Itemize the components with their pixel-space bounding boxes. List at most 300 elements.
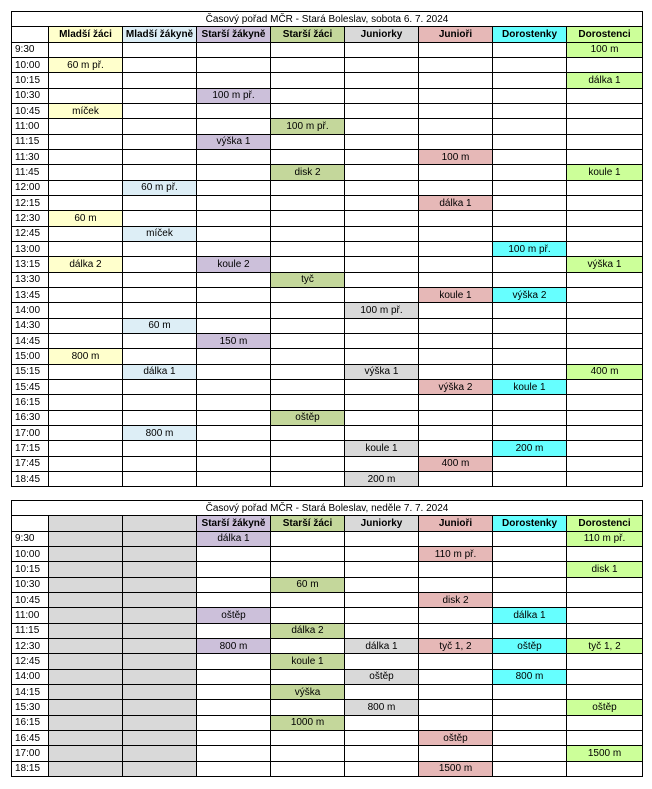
empty-cell (123, 441, 197, 456)
unused-cell (49, 746, 123, 761)
empty-cell (419, 73, 493, 88)
unused-cell (49, 654, 123, 669)
column-header: Dorostenky (493, 27, 567, 42)
empty-cell (345, 318, 419, 333)
empty-cell (197, 577, 271, 592)
empty-cell (493, 73, 567, 88)
empty-cell (493, 226, 567, 241)
time-cell: 12:30 (12, 211, 49, 226)
empty-cell (123, 134, 197, 149)
empty-cell (49, 241, 123, 256)
empty-cell (271, 456, 345, 471)
empty-cell (49, 165, 123, 180)
empty-cell (271, 761, 345, 776)
empty-cell (271, 211, 345, 226)
empty-cell (493, 456, 567, 471)
empty-cell (197, 364, 271, 379)
empty-cell (271, 349, 345, 364)
empty-cell (49, 42, 123, 57)
empty-cell (567, 180, 643, 195)
event-cell: koule 1 (271, 654, 345, 669)
event-cell: 800 m (197, 638, 271, 653)
event-cell: 60 m (49, 211, 123, 226)
table-row (12, 715, 643, 730)
empty-cell (567, 349, 643, 364)
event-cell: 200 m (345, 471, 419, 486)
time-header (12, 27, 49, 42)
empty-cell (123, 119, 197, 134)
column-header: Starší žákyně (197, 27, 271, 42)
unused-cell (49, 592, 123, 607)
empty-cell (123, 257, 197, 272)
time-cell: 13:00 (12, 241, 49, 256)
empty-cell (567, 57, 643, 72)
event-cell: tyč 1, 2 (419, 638, 493, 653)
empty-cell (419, 608, 493, 623)
empty-cell (271, 546, 345, 561)
time-cell: 12:30 (12, 638, 49, 653)
empty-cell (197, 592, 271, 607)
empty-cell (49, 425, 123, 440)
empty-cell (567, 592, 643, 607)
empty-cell (271, 88, 345, 103)
empty-cell (123, 456, 197, 471)
empty-cell (345, 57, 419, 72)
time-cell: 16:45 (12, 730, 49, 745)
unused-cell (49, 546, 123, 561)
empty-cell (493, 623, 567, 638)
table-row (12, 669, 643, 684)
empty-cell (493, 730, 567, 745)
empty-cell (197, 149, 271, 164)
empty-cell (49, 364, 123, 379)
empty-cell (49, 149, 123, 164)
empty-cell (493, 318, 567, 333)
event-cell: 100 m př. (493, 241, 567, 256)
empty-cell (419, 410, 493, 425)
event-cell: koule 2 (197, 257, 271, 272)
empty-cell (419, 425, 493, 440)
empty-cell (271, 700, 345, 715)
header-row (12, 516, 643, 531)
event-cell: dálka 1 (493, 608, 567, 623)
empty-cell (419, 531, 493, 546)
empty-cell (197, 471, 271, 486)
empty-cell (197, 456, 271, 471)
empty-cell (567, 425, 643, 440)
table-row (12, 211, 643, 226)
empty-cell (419, 715, 493, 730)
empty-cell (271, 303, 345, 318)
empty-cell (271, 149, 345, 164)
table-row (12, 425, 643, 440)
unused-cell (123, 669, 197, 684)
event-cell: oštěp (271, 410, 345, 425)
empty-cell (567, 441, 643, 456)
event-cell: dálka 2 (49, 257, 123, 272)
table-row (12, 226, 643, 241)
table-row (12, 531, 643, 546)
event-cell: dálka 2 (271, 623, 345, 638)
event-cell: 1500 m (567, 746, 643, 761)
unused-cell (49, 531, 123, 546)
empty-cell (197, 287, 271, 302)
unused-cell (123, 700, 197, 715)
event-cell: 1500 m (419, 761, 493, 776)
table-row (12, 180, 643, 195)
empty-cell (493, 195, 567, 210)
unused-cell (123, 761, 197, 776)
empty-cell (345, 73, 419, 88)
empty-cell (493, 425, 567, 440)
empty-cell (123, 349, 197, 364)
event-cell: dálka 1 (123, 364, 197, 379)
empty-cell (567, 226, 643, 241)
table-row (12, 303, 643, 318)
event-cell: 1000 m (271, 715, 345, 730)
unused-cell (123, 531, 197, 546)
empty-cell (345, 103, 419, 118)
empty-cell (197, 180, 271, 195)
time-cell: 14:00 (12, 669, 49, 684)
empty-cell (419, 88, 493, 103)
empty-cell (271, 134, 345, 149)
column-header: Starší žáci (271, 27, 345, 42)
empty-cell (123, 149, 197, 164)
column-header: Starší žáci (271, 516, 345, 531)
empty-cell (271, 441, 345, 456)
empty-cell (419, 119, 493, 134)
time-cell: 10:45 (12, 592, 49, 607)
empty-cell (345, 349, 419, 364)
empty-cell (345, 42, 419, 57)
event-cell: tyč (271, 272, 345, 287)
empty-cell (567, 684, 643, 699)
empty-cell (419, 746, 493, 761)
empty-cell (345, 577, 419, 592)
empty-cell (567, 577, 643, 592)
empty-cell (419, 395, 493, 410)
time-cell: 10:00 (12, 57, 49, 72)
empty-cell (197, 623, 271, 638)
table-row (12, 103, 643, 118)
table-row (12, 608, 643, 623)
time-cell: 14:30 (12, 318, 49, 333)
empty-cell (271, 333, 345, 348)
empty-cell (49, 410, 123, 425)
time-cell: 10:30 (12, 88, 49, 103)
empty-cell (493, 700, 567, 715)
empty-cell (197, 546, 271, 561)
event-cell: koule 1 (419, 287, 493, 302)
time-cell: 15:30 (12, 700, 49, 715)
column-header: Mladší žáci (49, 27, 123, 42)
empty-cell (345, 715, 419, 730)
empty-cell (345, 333, 419, 348)
event-cell: disk 2 (419, 592, 493, 607)
empty-cell (49, 226, 123, 241)
empty-cell (197, 700, 271, 715)
empty-cell (493, 546, 567, 561)
empty-cell (419, 303, 493, 318)
event-cell: koule 1 (567, 165, 643, 180)
time-cell: 10:30 (12, 577, 49, 592)
empty-cell (123, 103, 197, 118)
empty-cell (123, 303, 197, 318)
table-row (12, 318, 643, 333)
table-row (12, 88, 643, 103)
empty-cell (345, 654, 419, 669)
empty-cell (197, 684, 271, 699)
empty-cell (345, 379, 419, 394)
empty-cell (197, 730, 271, 745)
empty-cell (493, 577, 567, 592)
table-row (12, 654, 643, 669)
empty-cell (567, 654, 643, 669)
empty-cell (197, 57, 271, 72)
event-cell: 800 m (493, 669, 567, 684)
empty-cell (271, 241, 345, 256)
empty-cell (271, 562, 345, 577)
unused-cell (49, 623, 123, 638)
table-row (12, 730, 643, 745)
table-row (12, 471, 643, 486)
saturday-schedule-table (11, 11, 643, 487)
time-cell: 17:00 (12, 746, 49, 761)
unused-cell (123, 577, 197, 592)
empty-cell (419, 272, 493, 287)
table-row (12, 746, 643, 761)
empty-cell (123, 73, 197, 88)
empty-cell (567, 211, 643, 226)
event-cell: 100 m (567, 42, 643, 57)
empty-cell (493, 272, 567, 287)
time-cell: 13:45 (12, 287, 49, 302)
empty-cell (197, 119, 271, 134)
unused-cell (123, 623, 197, 638)
column-header: Juniorky (345, 27, 419, 42)
table-row (12, 257, 643, 272)
empty-cell (271, 57, 345, 72)
empty-cell (567, 395, 643, 410)
unused-cell (123, 730, 197, 745)
empty-cell (197, 42, 271, 57)
event-cell: 400 m (419, 456, 493, 471)
empty-cell (493, 180, 567, 195)
time-cell: 17:00 (12, 425, 49, 440)
unused-cell (49, 562, 123, 577)
empty-cell (493, 257, 567, 272)
empty-cell (567, 272, 643, 287)
event-cell: 150 m (197, 333, 271, 348)
empty-cell (493, 684, 567, 699)
time-cell: 12:00 (12, 180, 49, 195)
time-header (12, 516, 49, 531)
empty-cell (419, 562, 493, 577)
table-row (12, 562, 643, 577)
empty-cell (345, 287, 419, 302)
time-cell: 12:15 (12, 195, 49, 210)
empty-cell (345, 134, 419, 149)
event-cell: 100 m př. (197, 88, 271, 103)
empty-cell (567, 88, 643, 103)
empty-cell (345, 272, 419, 287)
event-cell: 110 m př. (419, 546, 493, 561)
empty-cell (567, 303, 643, 318)
empty-cell (271, 379, 345, 394)
empty-cell (345, 684, 419, 699)
empty-cell (493, 42, 567, 57)
empty-cell (419, 577, 493, 592)
unused-cell (123, 608, 197, 623)
empty-cell (567, 103, 643, 118)
empty-cell (271, 395, 345, 410)
empty-cell (49, 456, 123, 471)
table-row (12, 577, 643, 592)
time-cell: 10:45 (12, 103, 49, 118)
empty-cell (197, 761, 271, 776)
empty-cell (493, 103, 567, 118)
empty-cell (271, 425, 345, 440)
event-cell: 110 m př. (567, 531, 643, 546)
event-cell: dálka 1 (567, 73, 643, 88)
empty-cell (345, 425, 419, 440)
column-header: Mladší žákyně (123, 27, 197, 42)
empty-cell (419, 669, 493, 684)
empty-cell (271, 364, 345, 379)
table-row (12, 395, 643, 410)
empty-cell (345, 608, 419, 623)
unused-cell (49, 700, 123, 715)
time-cell: 18:45 (12, 471, 49, 486)
time-cell: 17:15 (12, 441, 49, 456)
empty-cell (567, 456, 643, 471)
empty-cell (493, 410, 567, 425)
empty-cell (493, 333, 567, 348)
empty-cell (345, 730, 419, 745)
empty-cell (49, 471, 123, 486)
empty-cell (345, 149, 419, 164)
empty-cell (419, 684, 493, 699)
empty-cell (567, 546, 643, 561)
time-cell: 15:00 (12, 349, 49, 364)
empty-cell (197, 165, 271, 180)
empty-cell (123, 88, 197, 103)
empty-cell (123, 272, 197, 287)
empty-cell (419, 226, 493, 241)
empty-cell (271, 73, 345, 88)
unused-cell (123, 684, 197, 699)
empty-cell (345, 410, 419, 425)
empty-cell (345, 88, 419, 103)
empty-cell (345, 562, 419, 577)
empty-cell (197, 211, 271, 226)
empty-cell (419, 165, 493, 180)
empty-cell (493, 761, 567, 776)
empty-cell (345, 546, 419, 561)
empty-cell (271, 287, 345, 302)
time-cell: 14:45 (12, 333, 49, 348)
empty-cell (345, 241, 419, 256)
column-header: Dorostenci (567, 516, 643, 531)
column-header: Starší žákyně (197, 516, 271, 531)
unused-cell (123, 654, 197, 669)
empty-cell (419, 42, 493, 57)
table-row (12, 349, 643, 364)
time-cell: 12:45 (12, 226, 49, 241)
event-cell: 100 m př. (271, 119, 345, 134)
empty-cell (345, 226, 419, 241)
empty-cell (197, 103, 271, 118)
empty-cell (197, 73, 271, 88)
empty-cell (271, 180, 345, 195)
empty-cell (345, 395, 419, 410)
table-row (12, 410, 643, 425)
empty-cell (345, 165, 419, 180)
table-row (12, 761, 643, 776)
event-cell: míček (49, 103, 123, 118)
empty-cell (49, 272, 123, 287)
table-row (12, 456, 643, 471)
event-cell: 60 m př. (49, 57, 123, 72)
unused-cell (49, 638, 123, 653)
empty-cell (123, 241, 197, 256)
event-cell: oštěp (493, 638, 567, 653)
empty-cell (271, 195, 345, 210)
table-row (12, 684, 643, 699)
table-row (12, 42, 643, 57)
empty-cell (197, 226, 271, 241)
empty-cell (197, 395, 271, 410)
empty-cell (419, 700, 493, 715)
event-cell: 60 m (123, 318, 197, 333)
empty-cell (493, 57, 567, 72)
empty-cell (493, 303, 567, 318)
empty-cell (49, 379, 123, 394)
empty-cell (419, 180, 493, 195)
event-cell: výška 1 (197, 134, 271, 149)
empty-cell (271, 103, 345, 118)
time-cell: 12:45 (12, 654, 49, 669)
table-row (12, 195, 643, 210)
empty-cell (49, 119, 123, 134)
time-cell: 16:30 (12, 410, 49, 425)
empty-cell (197, 303, 271, 318)
time-cell: 13:15 (12, 257, 49, 272)
empty-cell (123, 471, 197, 486)
unused-cell (49, 669, 123, 684)
empty-cell (493, 395, 567, 410)
empty-cell (49, 395, 123, 410)
event-cell: koule 1 (493, 379, 567, 394)
empty-cell (493, 715, 567, 730)
table-row (12, 73, 643, 88)
empty-cell (567, 195, 643, 210)
table-row (12, 379, 643, 394)
time-cell: 11:00 (12, 608, 49, 623)
empty-cell (197, 746, 271, 761)
empty-cell (345, 456, 419, 471)
empty-cell (419, 441, 493, 456)
empty-cell (49, 318, 123, 333)
empty-cell (271, 42, 345, 57)
table-row (12, 119, 643, 134)
empty-cell (493, 149, 567, 164)
unused-cell (123, 746, 197, 761)
time-cell: 18:15 (12, 761, 49, 776)
event-cell: koule 1 (345, 441, 419, 456)
time-cell: 15:15 (12, 364, 49, 379)
